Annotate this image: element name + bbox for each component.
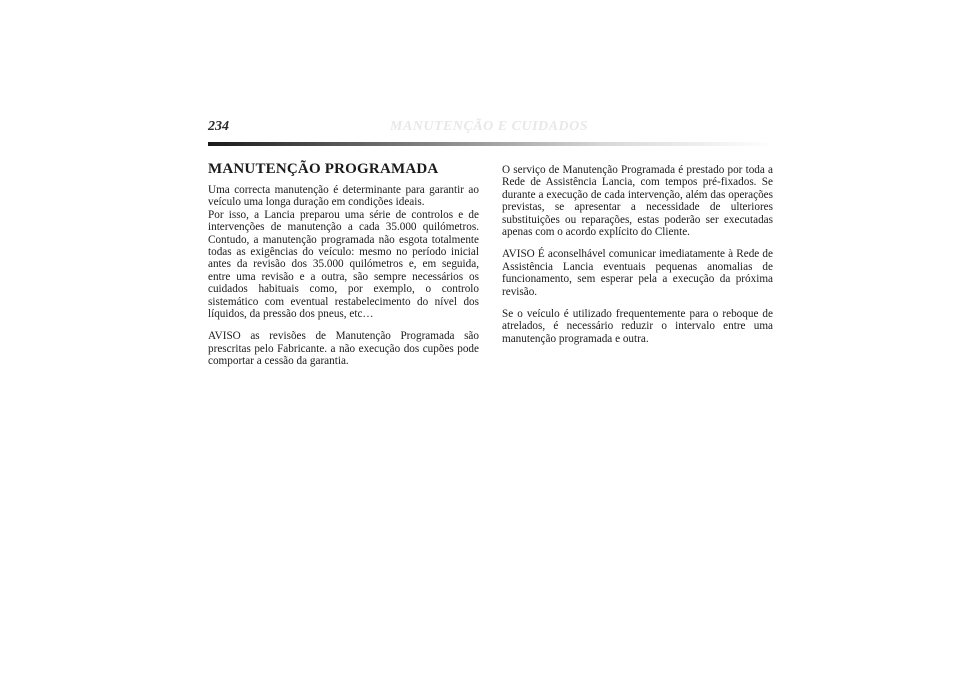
maintenance-paragraph: Por isso, a Lancia preparou uma série de controlos e de intervenções de manutenção a cada 35.000 quilómetros. Contudo, a manutenção programada não esgota totalmente todas as exigências do veículo: mesmo no período inicial antes da revisão dos 35.000 quilómetros e, em seguida, entre uma revisão e a outra, são sempre necessários os cuidados habituais como, por exemplo, o controlo sistemático com eventual restabelecimento do nível dos líquidos, da pressão dos pneus, etc… bbox=[208, 208, 479, 321]
page-number: 234 bbox=[208, 119, 229, 134]
page-header bbox=[208, 119, 774, 139]
left-column bbox=[208, 160, 479, 378]
towing-paragraph: Se o veículo é utilizado frequentemente para o reboque de atrelados, é necessário reduzir o intervalo entre uma manutenção programada e outra. bbox=[502, 308, 773, 345]
header-rule bbox=[208, 142, 774, 146]
section-title: MANUTENÇÃO PROGRAMADA bbox=[208, 161, 439, 177]
anomaly-warning-paragraph: AVISO É aconselhável comunicar imediatamente à Rede de Assistência Lancia eventuais pequenas anomalias de funcionamento, sem esperar pela a execução da próxima revisão. bbox=[502, 248, 773, 298]
running-head: MANUTENÇÃO E CUIDADOS bbox=[390, 119, 588, 134]
intro-paragraph: Uma correcta manutenção é determinante para garantir ao veículo uma longa duração em condições ideais. bbox=[208, 184, 479, 209]
service-paragraph: O serviço de Manutenção Programada é prestado por toda a Rede de Assistência Lancia, com tempos pré-fixados. Se durante a execução de cada intervenção, além das operações previstas, se apresentar a necessidade de ulteriores substituições ou reparações, estas poderão ser executadas apenas com o acordo explícito do Cliente. bbox=[502, 164, 773, 239]
right-column bbox=[502, 164, 773, 355]
warning-paragraph: AVISO as revisões de Manutenção Programada são prescritas pelo Fabricante. a não execução dos cupões pode comportar a cessão da garantia. bbox=[208, 330, 479, 368]
